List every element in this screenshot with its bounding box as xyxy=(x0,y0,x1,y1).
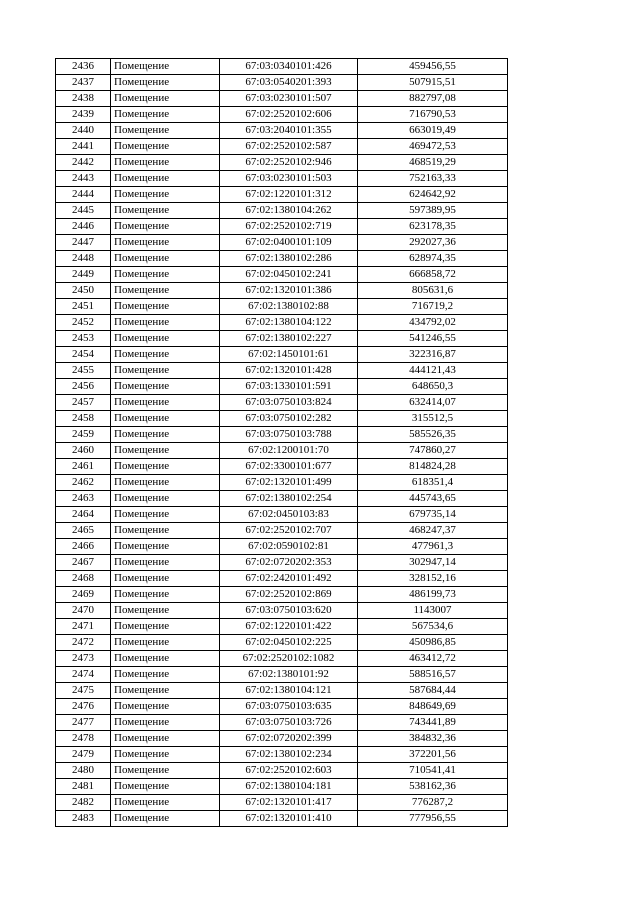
cadastral-number-cell: 67:03:2040101:355 xyxy=(220,123,358,139)
object-type-cell: Помещение xyxy=(111,139,220,155)
cadastral-value-cell: 372201,56 xyxy=(358,747,508,763)
row-number-cell: 2458 xyxy=(56,411,111,427)
object-type-cell: Помещение xyxy=(111,171,220,187)
object-type-cell: Помещение xyxy=(111,779,220,795)
row-number-cell: 2461 xyxy=(56,459,111,475)
table-row xyxy=(56,475,508,491)
cadastral-number-cell: 67:02:1380102:88 xyxy=(220,299,358,315)
row-number-cell: 2462 xyxy=(56,475,111,491)
table-row xyxy=(56,251,508,267)
object-type-cell: Помещение xyxy=(111,619,220,635)
object-type-cell: Помещение xyxy=(111,587,220,603)
cadastral-value-cell: 477961,3 xyxy=(358,539,508,555)
cadastral-value-cell: 292027,36 xyxy=(358,235,508,251)
cadastral-number-cell: 67:02:1320101:417 xyxy=(220,795,358,811)
cadastral-value-cell: 507915,51 xyxy=(358,75,508,91)
cadastral-value-cell: 623178,35 xyxy=(358,219,508,235)
cadastral-value-cell: 752163,33 xyxy=(358,171,508,187)
cadastral-number-cell: 67:03:0750103:824 xyxy=(220,395,358,411)
object-type-cell: Помещение xyxy=(111,491,220,507)
cadastral-value-cell: 468519,29 xyxy=(358,155,508,171)
cadastral-value-cell: 743441,89 xyxy=(358,715,508,731)
cadastral-number-cell: 67:02:1320101:428 xyxy=(220,363,358,379)
table-row xyxy=(56,651,508,667)
table-row xyxy=(56,459,508,475)
cadastral-value-cell: 679735,14 xyxy=(358,507,508,523)
cadastral-value-cell: 805631,6 xyxy=(358,283,508,299)
row-number-cell: 2478 xyxy=(56,731,111,747)
cadastral-number-cell: 67:03:0340101:426 xyxy=(220,59,358,75)
row-number-cell: 2444 xyxy=(56,187,111,203)
row-number-cell: 2464 xyxy=(56,507,111,523)
cadastral-number-cell: 67:02:0590102:81 xyxy=(220,539,358,555)
cadastral-number-cell: 67:02:1380104:262 xyxy=(220,203,358,219)
cadastral-number-cell: 67:02:1450101:61 xyxy=(220,347,358,363)
cadastral-number-cell: 67:03:0750103:726 xyxy=(220,715,358,731)
row-number-cell: 2468 xyxy=(56,571,111,587)
table-row xyxy=(56,523,508,539)
cadastral-number-cell: 67:02:2520102:1082 xyxy=(220,651,358,667)
cadastral-number-cell: 67:02:0450103:83 xyxy=(220,507,358,523)
object-type-cell: Помещение xyxy=(111,219,220,235)
table-row xyxy=(56,107,508,123)
object-type-cell: Помещение xyxy=(111,523,220,539)
cadastral-value-cell: 628974,35 xyxy=(358,251,508,267)
row-number-cell: 2454 xyxy=(56,347,111,363)
object-type-cell: Помещение xyxy=(111,411,220,427)
table-row xyxy=(56,491,508,507)
object-type-cell: Помещение xyxy=(111,395,220,411)
cadastral-value-cell: 666858,72 xyxy=(358,267,508,283)
cadastral-value-cell: 541246,55 xyxy=(358,331,508,347)
table-row xyxy=(56,315,508,331)
object-type-cell: Помещение xyxy=(111,715,220,731)
cadastral-value-cell: 450986,85 xyxy=(358,635,508,651)
table-row xyxy=(56,75,508,91)
object-type-cell: Помещение xyxy=(111,155,220,171)
cadastral-value-cell: 648650,3 xyxy=(358,379,508,395)
object-type-cell: Помещение xyxy=(111,235,220,251)
row-number-cell: 2481 xyxy=(56,779,111,795)
table-row xyxy=(56,267,508,283)
cadastral-value-cell: 663019,49 xyxy=(358,123,508,139)
row-number-cell: 2472 xyxy=(56,635,111,651)
cadastral-number-cell: 67:02:1380102:254 xyxy=(220,491,358,507)
object-type-cell: Помещение xyxy=(111,795,220,811)
cadastral-number-cell: 67:02:1320101:410 xyxy=(220,811,358,827)
cadastral-number-cell: 67:03:1330101:591 xyxy=(220,379,358,395)
table-row xyxy=(56,363,508,379)
row-number-cell: 2453 xyxy=(56,331,111,347)
row-number-cell: 2473 xyxy=(56,651,111,667)
object-type-cell: Помещение xyxy=(111,667,220,683)
object-type-cell: Помещение xyxy=(111,299,220,315)
table-row xyxy=(56,139,508,155)
table-row xyxy=(56,731,508,747)
row-number-cell: 2445 xyxy=(56,203,111,219)
table-row xyxy=(56,187,508,203)
cadastral-number-cell: 67:03:0230101:503 xyxy=(220,171,358,187)
table-row xyxy=(56,171,508,187)
object-type-cell: Помещение xyxy=(111,763,220,779)
row-number-cell: 2452 xyxy=(56,315,111,331)
object-type-cell: Помещение xyxy=(111,555,220,571)
cadastral-number-cell: 67:02:0450102:225 xyxy=(220,635,358,651)
table-row xyxy=(56,763,508,779)
row-number-cell: 2437 xyxy=(56,75,111,91)
cadastral-number-cell: 67:02:1220101:422 xyxy=(220,619,358,635)
cadastral-value-cell: 597389,95 xyxy=(358,203,508,219)
object-type-cell: Помещение xyxy=(111,267,220,283)
table-row xyxy=(56,235,508,251)
cadastral-number-cell: 67:02:1380101:92 xyxy=(220,667,358,683)
cadastral-value-cell: 469472,53 xyxy=(358,139,508,155)
table-row xyxy=(56,811,508,827)
row-number-cell: 2446 xyxy=(56,219,111,235)
table-row xyxy=(56,411,508,427)
cadastral-number-cell: 67:02:2520102:869 xyxy=(220,587,358,603)
cadastral-number-cell: 67:02:1380102:286 xyxy=(220,251,358,267)
row-number-cell: 2466 xyxy=(56,539,111,555)
row-number-cell: 2469 xyxy=(56,587,111,603)
row-number-cell: 2474 xyxy=(56,667,111,683)
object-type-cell: Помещение xyxy=(111,507,220,523)
cadastral-value-cell: 588516,57 xyxy=(358,667,508,683)
object-type-cell: Помещение xyxy=(111,635,220,651)
cadastral-value-cell: 434792,02 xyxy=(358,315,508,331)
table-row xyxy=(56,155,508,171)
cadastral-number-cell: 67:03:0540201:393 xyxy=(220,75,358,91)
object-type-cell: Помещение xyxy=(111,651,220,667)
cadastral-number-cell: 67:02:2520102:719 xyxy=(220,219,358,235)
object-type-cell: Помещение xyxy=(111,443,220,459)
object-type-cell: Помещение xyxy=(111,379,220,395)
cadastral-value-cell: 710541,41 xyxy=(358,763,508,779)
row-number-cell: 2459 xyxy=(56,427,111,443)
object-type-cell: Помещение xyxy=(111,251,220,267)
row-number-cell: 2441 xyxy=(56,139,111,155)
cadastral-value-cell: 776287,2 xyxy=(358,795,508,811)
object-type-cell: Помещение xyxy=(111,363,220,379)
object-type-cell: Помещение xyxy=(111,683,220,699)
row-number-cell: 2436 xyxy=(56,59,111,75)
object-type-cell: Помещение xyxy=(111,539,220,555)
table-row xyxy=(56,443,508,459)
object-type-cell: Помещение xyxy=(111,603,220,619)
table-row xyxy=(56,91,508,107)
cadastral-value-cell: 632414,07 xyxy=(358,395,508,411)
table-row xyxy=(56,331,508,347)
table-row xyxy=(56,395,508,411)
object-type-cell: Помещение xyxy=(111,459,220,475)
cadastral-value-cell: 747860,27 xyxy=(358,443,508,459)
object-type-cell: Помещение xyxy=(111,75,220,91)
registry-table-body xyxy=(56,59,508,827)
object-type-cell: Помещение xyxy=(111,187,220,203)
cadastral-number-cell: 67:02:0720202:399 xyxy=(220,731,358,747)
object-type-cell: Помещение xyxy=(111,331,220,347)
cadastral-value-cell: 618351,4 xyxy=(358,475,508,491)
table-row xyxy=(56,123,508,139)
row-number-cell: 2442 xyxy=(56,155,111,171)
object-type-cell: Помещение xyxy=(111,571,220,587)
cadastral-number-cell: 67:02:1320101:386 xyxy=(220,283,358,299)
cadastral-value-cell: 1143007 xyxy=(358,603,508,619)
table-row xyxy=(56,203,508,219)
row-number-cell: 2465 xyxy=(56,523,111,539)
row-number-cell: 2457 xyxy=(56,395,111,411)
row-number-cell: 2450 xyxy=(56,283,111,299)
registry-table xyxy=(55,58,508,827)
object-type-cell: Помещение xyxy=(111,699,220,715)
cadastral-value-cell: 468247,37 xyxy=(358,523,508,539)
table-row xyxy=(56,379,508,395)
cadastral-value-cell: 624642,92 xyxy=(358,187,508,203)
table-row xyxy=(56,795,508,811)
table-row xyxy=(56,283,508,299)
row-number-cell: 2476 xyxy=(56,699,111,715)
cadastral-number-cell: 67:02:2420101:492 xyxy=(220,571,358,587)
row-number-cell: 2460 xyxy=(56,443,111,459)
cadastral-number-cell: 67:02:1380102:234 xyxy=(220,747,358,763)
row-number-cell: 2451 xyxy=(56,299,111,315)
object-type-cell: Помещение xyxy=(111,283,220,299)
cadastral-number-cell: 67:02:2520102:707 xyxy=(220,523,358,539)
row-number-cell: 2447 xyxy=(56,235,111,251)
table-row xyxy=(56,603,508,619)
cadastral-number-cell: 67:02:1380104:122 xyxy=(220,315,358,331)
cadastral-number-cell: 67:02:2520102:606 xyxy=(220,107,358,123)
cadastral-value-cell: 445743,65 xyxy=(358,491,508,507)
table-row xyxy=(56,555,508,571)
row-number-cell: 2439 xyxy=(56,107,111,123)
cadastral-number-cell: 67:03:0750102:282 xyxy=(220,411,358,427)
table-row xyxy=(56,715,508,731)
cadastral-value-cell: 848649,69 xyxy=(358,699,508,715)
cadastral-value-cell: 463412,72 xyxy=(358,651,508,667)
cadastral-number-cell: 67:02:1380104:121 xyxy=(220,683,358,699)
row-number-cell: 2448 xyxy=(56,251,111,267)
object-type-cell: Помещение xyxy=(111,315,220,331)
row-number-cell: 2480 xyxy=(56,763,111,779)
row-number-cell: 2471 xyxy=(56,619,111,635)
table-row xyxy=(56,571,508,587)
table-row xyxy=(56,667,508,683)
row-number-cell: 2456 xyxy=(56,379,111,395)
row-number-cell: 2449 xyxy=(56,267,111,283)
cadastral-value-cell: 486199,73 xyxy=(358,587,508,603)
row-number-cell: 2483 xyxy=(56,811,111,827)
table-row xyxy=(56,635,508,651)
row-number-cell: 2440 xyxy=(56,123,111,139)
cadastral-number-cell: 67:03:0230101:507 xyxy=(220,91,358,107)
cadastral-number-cell: 67:02:1320101:499 xyxy=(220,475,358,491)
cadastral-number-cell: 67:02:1380102:227 xyxy=(220,331,358,347)
object-type-cell: Помещение xyxy=(111,427,220,443)
row-number-cell: 2475 xyxy=(56,683,111,699)
cadastral-value-cell: 716719,2 xyxy=(358,299,508,315)
table-row xyxy=(56,587,508,603)
table-row xyxy=(56,619,508,635)
table-row xyxy=(56,699,508,715)
object-type-cell: Помещение xyxy=(111,123,220,139)
cadastral-number-cell: 67:02:1220101:312 xyxy=(220,187,358,203)
cadastral-value-cell: 444121,43 xyxy=(358,363,508,379)
cadastral-value-cell: 585526,35 xyxy=(358,427,508,443)
row-number-cell: 2463 xyxy=(56,491,111,507)
cadastral-value-cell: 567534,6 xyxy=(358,619,508,635)
cadastral-number-cell: 67:03:0750103:788 xyxy=(220,427,358,443)
cadastral-number-cell: 67:02:2520102:587 xyxy=(220,139,358,155)
cadastral-value-cell: 587684,44 xyxy=(358,683,508,699)
cadastral-value-cell: 814824,28 xyxy=(358,459,508,475)
row-number-cell: 2467 xyxy=(56,555,111,571)
cadastral-number-cell: 67:03:0750103:620 xyxy=(220,603,358,619)
cadastral-value-cell: 322316,87 xyxy=(358,347,508,363)
table-row xyxy=(56,427,508,443)
table-row xyxy=(56,59,508,75)
cadastral-number-cell: 67:02:0450102:241 xyxy=(220,267,358,283)
row-number-cell: 2455 xyxy=(56,363,111,379)
cadastral-number-cell: 67:02:1380104:181 xyxy=(220,779,358,795)
table-row xyxy=(56,219,508,235)
cadastral-value-cell: 459456,55 xyxy=(358,59,508,75)
object-type-cell: Помещение xyxy=(111,203,220,219)
cadastral-value-cell: 302947,14 xyxy=(358,555,508,571)
object-type-cell: Помещение xyxy=(111,747,220,763)
object-type-cell: Помещение xyxy=(111,731,220,747)
cadastral-number-cell: 67:02:0720202:353 xyxy=(220,555,358,571)
cadastral-value-cell: 328152,16 xyxy=(358,571,508,587)
cadastral-value-cell: 538162,36 xyxy=(358,779,508,795)
cadastral-value-cell: 882797,08 xyxy=(358,91,508,107)
table-row xyxy=(56,683,508,699)
object-type-cell: Помещение xyxy=(111,811,220,827)
table-row xyxy=(56,779,508,795)
table-row xyxy=(56,539,508,555)
row-number-cell: 2477 xyxy=(56,715,111,731)
table-row xyxy=(56,747,508,763)
cadastral-number-cell: 67:02:0400101:109 xyxy=(220,235,358,251)
row-number-cell: 2482 xyxy=(56,795,111,811)
row-number-cell: 2443 xyxy=(56,171,111,187)
object-type-cell: Помещение xyxy=(111,107,220,123)
object-type-cell: Помещение xyxy=(111,91,220,107)
cadastral-number-cell: 67:02:2520102:603 xyxy=(220,763,358,779)
object-type-cell: Помещение xyxy=(111,59,220,75)
table-row xyxy=(56,299,508,315)
object-type-cell: Помещение xyxy=(111,347,220,363)
row-number-cell: 2438 xyxy=(56,91,111,107)
cadastral-number-cell: 67:02:2520102:946 xyxy=(220,155,358,171)
table-row xyxy=(56,507,508,523)
object-type-cell: Помещение xyxy=(111,475,220,491)
cadastral-number-cell: 67:03:0750103:635 xyxy=(220,699,358,715)
cadastral-value-cell: 384832,36 xyxy=(358,731,508,747)
cadastral-number-cell: 67:02:3300101:677 xyxy=(220,459,358,475)
cadastral-value-cell: 716790,53 xyxy=(358,107,508,123)
cadastral-number-cell: 67:02:1200101:70 xyxy=(220,443,358,459)
cadastral-value-cell: 315512,5 xyxy=(358,411,508,427)
row-number-cell: 2470 xyxy=(56,603,111,619)
table-row xyxy=(56,347,508,363)
cadastral-value-cell: 777956,55 xyxy=(358,811,508,827)
row-number-cell: 2479 xyxy=(56,747,111,763)
